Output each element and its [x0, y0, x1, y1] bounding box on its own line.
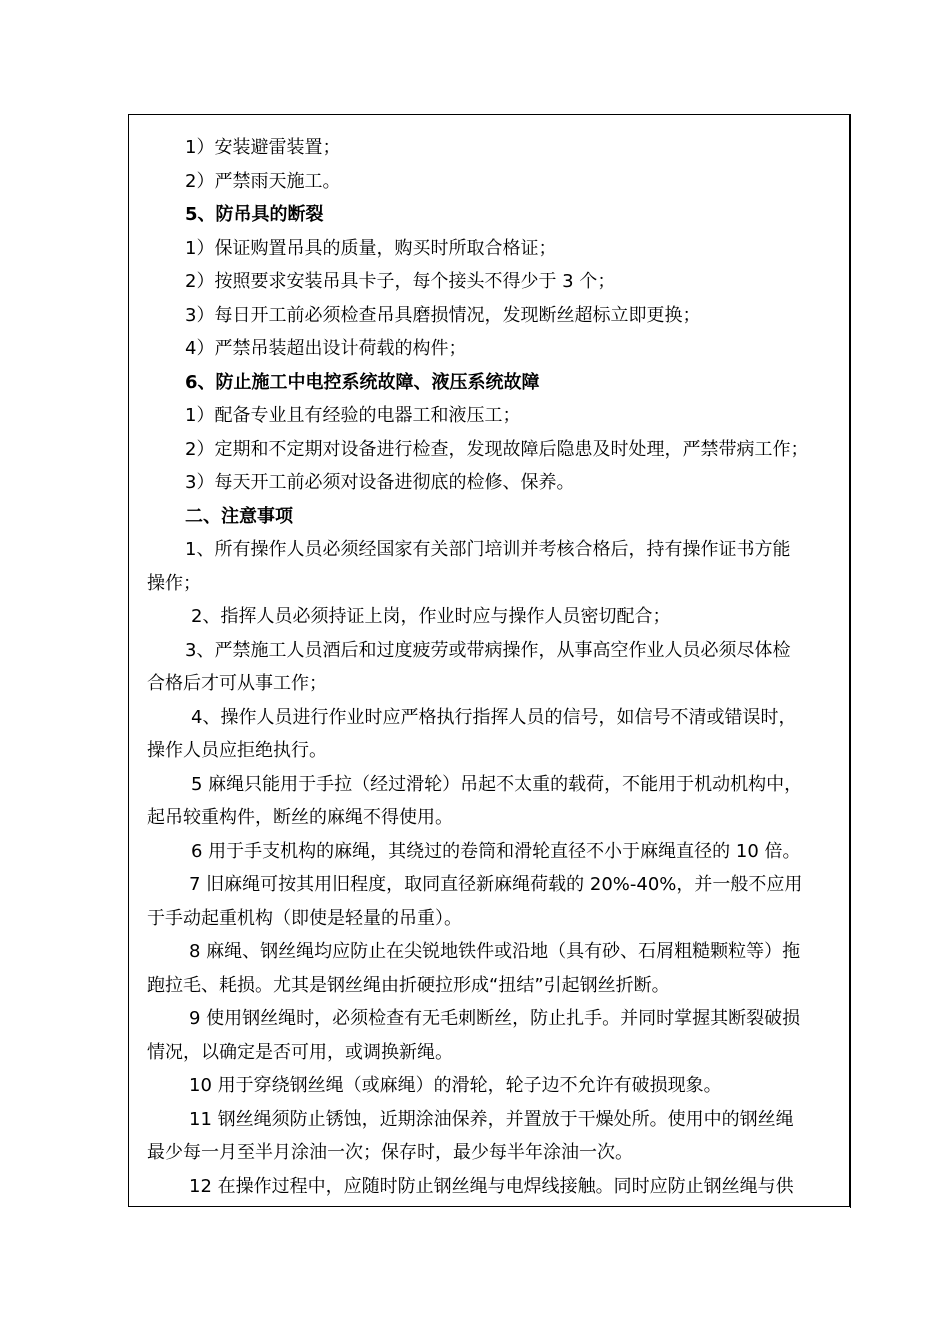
body-text-line: 2）按照要求安装吊具卡子，每个接头不得少于 3 个；: [185, 271, 616, 292]
body-text-line: 4、操作人员进行作业时应严格执行指挥人员的信号，如信号不清或错误时，: [191, 706, 797, 728]
body-text-line: 4）严禁吊装超出设计荷载的构件；: [185, 338, 467, 359]
body-text-line: 最少每一月至半月涂油一次；保存时，最少每半年涂油一次。: [147, 1142, 633, 1163]
body-text-line: 2）定期和不定期对设备进行检查，发现故障后隐患及时处理，严禁带病工作；: [185, 438, 809, 460]
body-text-line: 3、严禁施工人员酒后和过度疲劳或带病操作，从事高空作业人员必须尽体检: [185, 639, 791, 661]
body-text-line: 9 使用钢丝绳时，必须检查有无毛刺断丝，防止扎手。并同时掌握其断裂破损: [189, 1008, 801, 1029]
body-text-line: 5 麻绳只能用于手拉（经过滑轮）吊起不太重的载荷，不能用于机动机构中，: [191, 773, 803, 795]
body-text-line: 12 在操作过程中，应随时防止钢丝绳与电焊线接触。同时应防止钢丝绳与供: [189, 1175, 794, 1197]
section-heading: 5、防吊具的断裂: [185, 204, 324, 225]
document-body: [147, 131, 837, 1203]
body-text-line: 2、指挥人员必须持证上岗，作业时应与操作人员密切配合；: [191, 606, 671, 627]
frame-right-edge: [850, 114, 851, 1208]
body-text-line: 1、所有操作人员必须经国家有关部门培训并考核合格后，持有操作证书方能: [185, 539, 791, 560]
section-heading: 二、注意事项: [185, 505, 293, 527]
body-text-line: 操作人员应拒绝执行。: [147, 740, 327, 761]
body-text-line: 11 钢丝绳须防止锈蚀，近期涂油保养，并置放于干燥处所。使用中的钢丝绳: [189, 1108, 794, 1130]
body-text-line: 操作；: [147, 572, 201, 594]
body-text-line: 6 用于手支机构的麻绳，其绕过的卷筒和滑轮直径不小于麻绳直径的 10 倍。: [191, 840, 801, 862]
section-heading: 6、防止施工中电控系统故障、液压系统故障: [185, 371, 540, 393]
body-text-line: 起吊较重构件，断丝的麻绳不得使用。: [147, 807, 453, 828]
body-text-line: 于手动起重机构（即使是轻量的吊重）。: [147, 907, 462, 929]
body-text-line: 跑拉毛、耗损。尤其是钢丝绳由折硬拉形成“扭结”引起钢丝折断。: [147, 974, 670, 996]
body-text-line: 3）每日开工前必须检查吊具磨损情况，发现断丝超标立即更换；: [185, 304, 701, 326]
body-text-line: 2）严禁雨天施工。: [185, 170, 341, 192]
body-text-line: 8 麻绳、钢丝绳均应防止在尖锐地铁件或沿地（具有砂、石屑粗糙颗粒等）拖: [189, 941, 801, 962]
body-text-line: 7 旧麻绳可按其用旧程度，取同直径新麻绳荷载的 20%-40%，并一般不应用: [189, 874, 803, 895]
body-text-line: 10 用于穿绕钢丝绳（或麻绳）的滑轮，轮子边不允许有破损现象。: [189, 1075, 722, 1096]
body-text-line: 1）安装避雷装置；: [185, 137, 341, 158]
body-text-line: 1）保证购置吊具的质量，购买时所取合格证；: [185, 237, 557, 259]
body-text-line: 情况，以确定是否可用，或调换新绳。: [147, 1041, 453, 1063]
body-text-line: 1）配备专业且有经验的电器工和液压工；: [185, 405, 521, 426]
body-text-line: 合格后才可从事工作；: [147, 673, 327, 694]
body-text-line: 3）每天开工前必须对设备进彻底的检修、保养。: [185, 472, 575, 493]
